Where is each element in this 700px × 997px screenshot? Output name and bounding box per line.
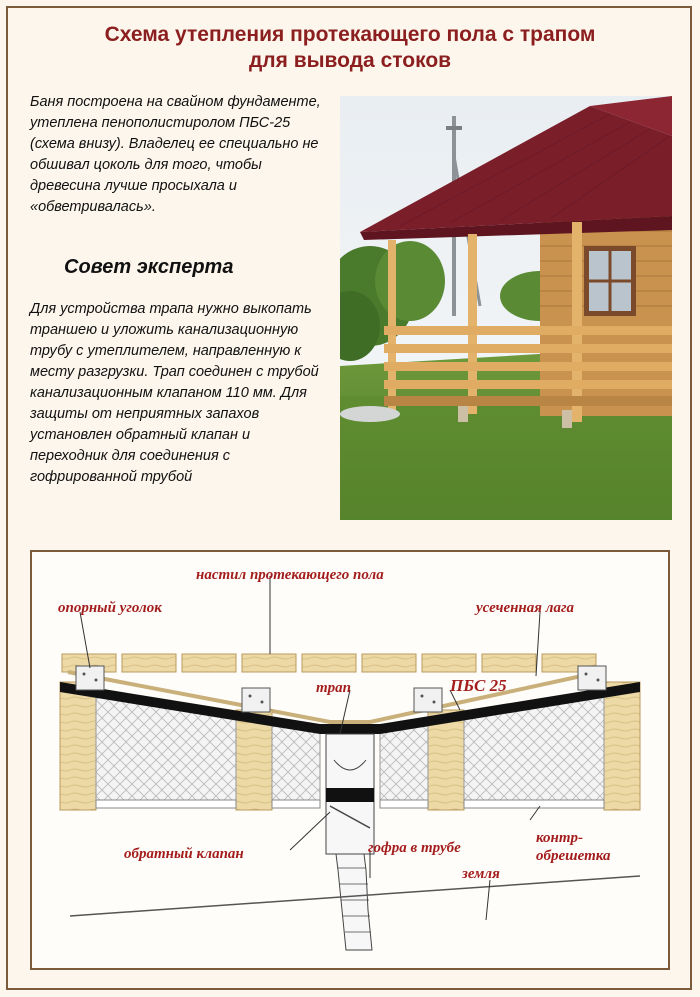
- title-line-1: Схема утепления протекающего пола с трапом: [104, 23, 596, 46]
- label-counter-batten-1: контр-: [536, 830, 584, 846]
- label-floor: настил протекающего пола: [196, 567, 384, 583]
- label-corrugation: гофра в трубе: [368, 840, 461, 856]
- expert-heading: Совет эксперта: [64, 256, 234, 278]
- intro-paragraph: Баня построена на свайном фундаменте, утеплена пенополистиролом ПБС-25 (схема внизу). Владелец ее специально не обшивал цоколь для того, чтобы древесина лучше просыхала и «обветривалась».: [30, 94, 321, 215]
- label-check-valve: обратный клапан: [124, 846, 244, 862]
- expert-paragraph: Для устройства трапа нужно выкопать траншею и уложить канализационную трубу с утеплителем, направленную к месту разгрузки. Трап соединен с трубой канализационным клапаном 110 мм. Для защиты от неприятных запахов установлен обратный клапан и переходник для соединения с гофрированной трубой: [30, 301, 319, 485]
- bathhouse-photo: [340, 96, 672, 520]
- label-ground: земля: [462, 866, 500, 882]
- label-support-angle: опорный уголок: [58, 600, 162, 616]
- floor-planks: [62, 654, 596, 672]
- page-title: [30, 22, 670, 74]
- title-line-2: для вывода стоков: [248, 49, 452, 72]
- label-counter-batten-2: обрешетка: [536, 848, 611, 864]
- label-cut-joist: усеченная лага: [476, 600, 574, 616]
- label-drain: трап: [316, 680, 352, 696]
- label-pbs: ПБС 25: [450, 676, 507, 695]
